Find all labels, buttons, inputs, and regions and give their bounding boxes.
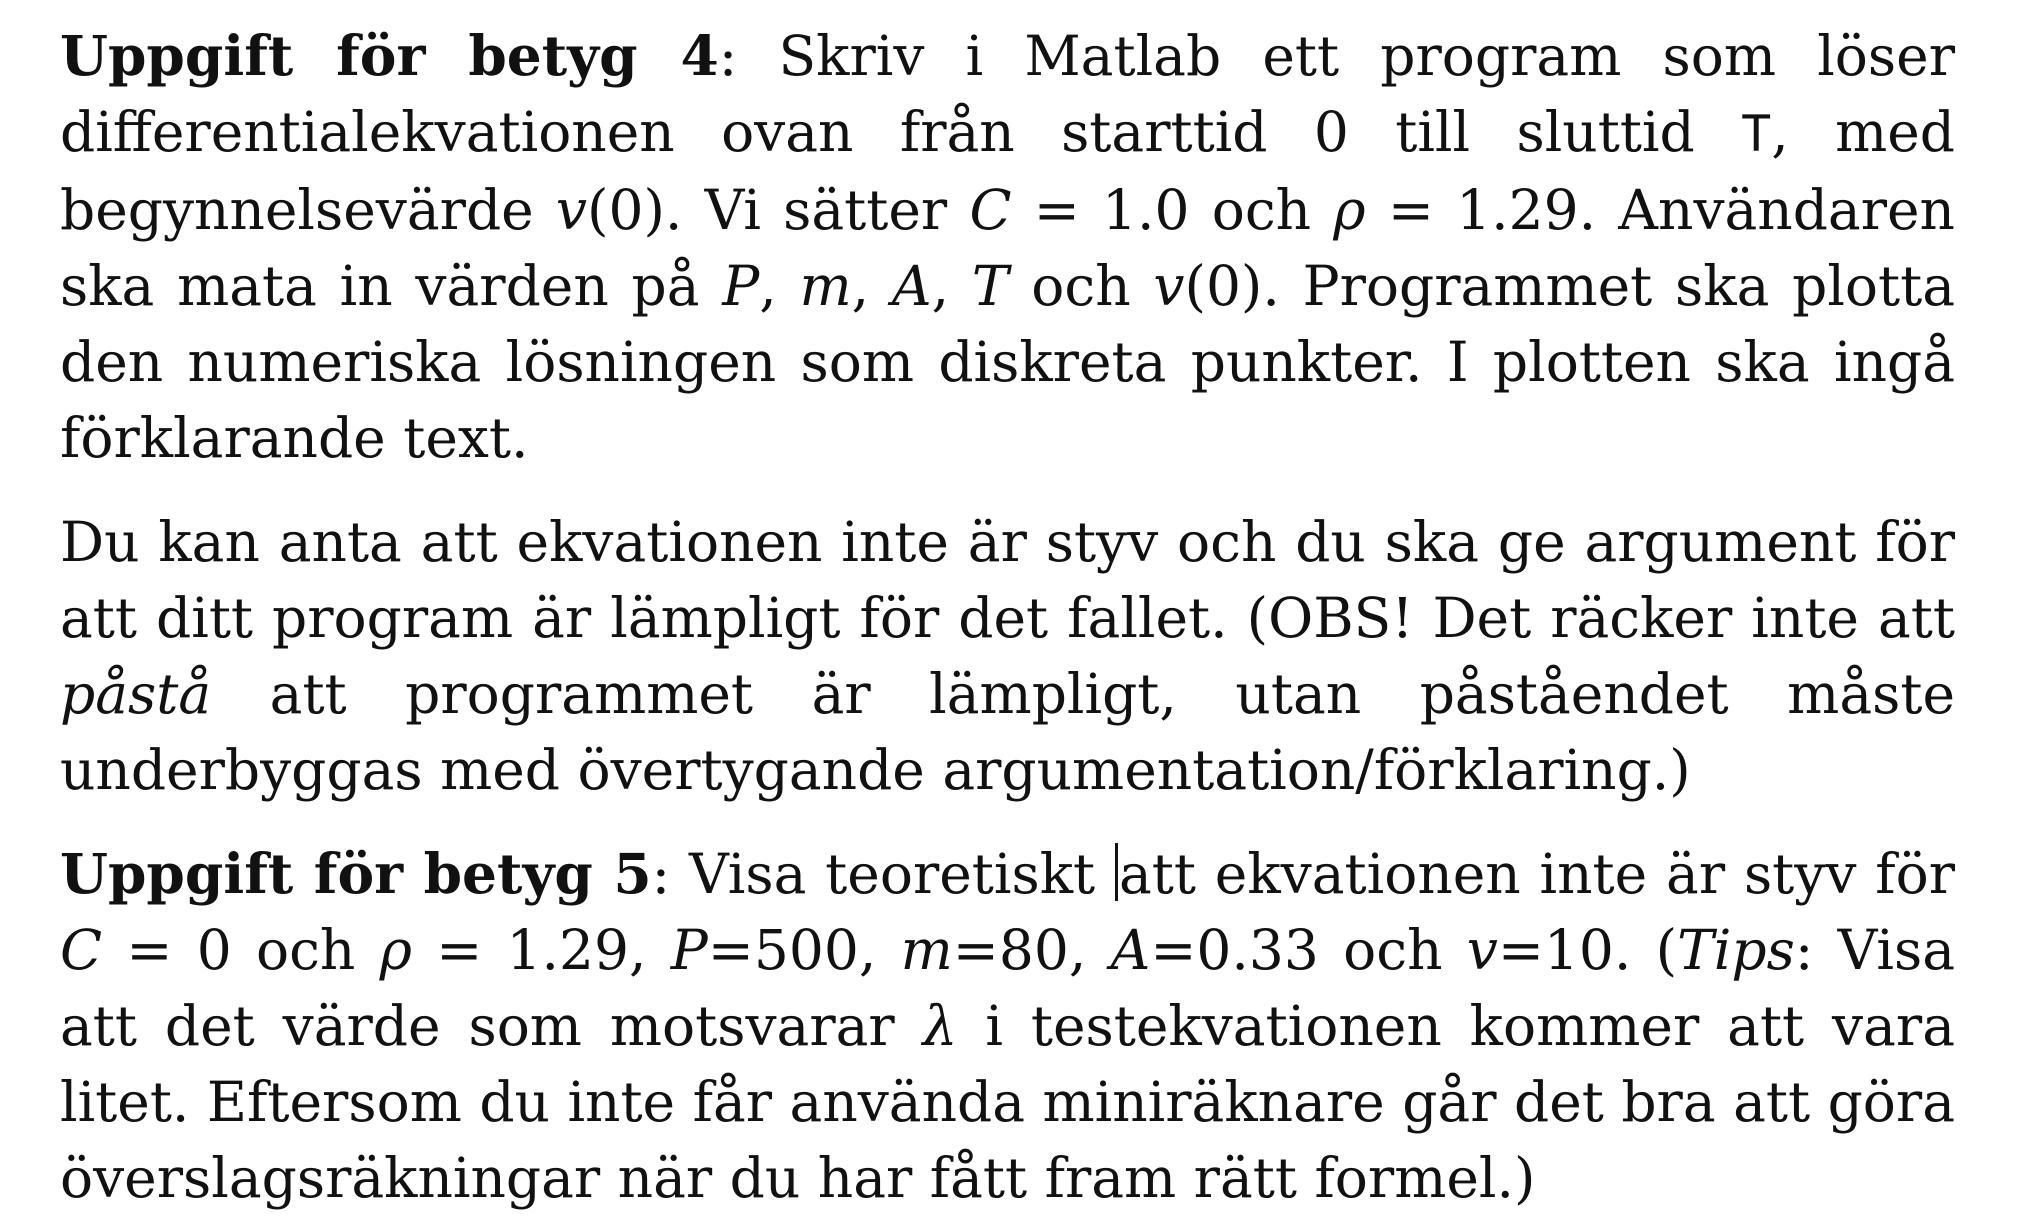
task-4-text: = 1.0 och bbox=[1011, 178, 1334, 242]
task-5-text: isa teoretiskt bbox=[727, 842, 1114, 906]
math-A: A bbox=[1110, 918, 1151, 982]
math-A: A bbox=[891, 254, 932, 318]
task-5-text: = 1.29, bbox=[411, 918, 671, 982]
task-5-text: =500, bbox=[707, 918, 901, 982]
task-5-text: : bbox=[651, 842, 689, 906]
task-5-text: att ekvationen inte är styv för bbox=[1118, 842, 1955, 906]
math-C: C bbox=[60, 918, 103, 982]
task-5-heading: Uppgift för betyg 5 bbox=[60, 841, 652, 906]
task-4-heading: Uppgift för betyg 4 bbox=[60, 23, 719, 88]
task-5-paragraph bbox=[60, 836, 1955, 1216]
task-4-text: , bbox=[759, 254, 800, 318]
task-5-text: : Visa att det värde som motsvarar bbox=[60, 918, 1956, 1058]
math-m: m bbox=[900, 918, 953, 982]
document-page bbox=[60, 18, 1955, 1216]
task-4-text: och bbox=[1008, 254, 1154, 318]
task-5-text: =10. ( bbox=[1497, 918, 1678, 982]
task-4-text: , bbox=[851, 254, 892, 318]
math-m: m bbox=[799, 254, 852, 318]
task-4-text: (0). Programmet ska plotta den numeriska lösningen som diskreta punkter. I plotten ska ingå förklarande text. bbox=[60, 254, 1956, 470]
math-T: T bbox=[971, 254, 1009, 318]
task-4-note-paragraph bbox=[60, 504, 1955, 808]
math-P: P bbox=[722, 254, 760, 318]
code-variable-T: T bbox=[1741, 105, 1772, 163]
task-5-text: V bbox=[688, 842, 728, 906]
math-lambda: λ bbox=[922, 994, 958, 1058]
math-v: v bbox=[1466, 918, 1498, 982]
math-rho: ρ bbox=[379, 918, 412, 982]
task-4-text: = 1.29. Användaren ska mata in värden på bbox=[60, 178, 1955, 318]
task-4-text: (0). Vi sätter bbox=[587, 178, 970, 242]
tips-label: Tips bbox=[1677, 918, 1795, 982]
task-5-text: =80, bbox=[952, 918, 1111, 982]
task-4-note-text: att programmet är lämpligt, utan påståendet måste underbyggas med övertygande argumentation/förklaring.) bbox=[60, 662, 1955, 802]
text-cursor bbox=[1115, 843, 1118, 901]
task-4-text: , bbox=[931, 254, 972, 318]
math-C: C bbox=[969, 178, 1012, 242]
task-5-text: = 0 och bbox=[102, 918, 380, 982]
task-4-text: : Skriv i Matlab ett program som löser differentialekvationen ovan från starttid 0 till sluttid bbox=[60, 24, 1955, 164]
emphasis-text: påstå bbox=[60, 662, 212, 726]
math-rho: ρ bbox=[1333, 178, 1366, 242]
math-P: P bbox=[670, 918, 708, 982]
task-5-text: =0.33 och bbox=[1150, 918, 1467, 982]
task-4-paragraph bbox=[60, 18, 1955, 476]
math-v: v bbox=[555, 178, 587, 242]
task-4-note-text: Du kan anta att ekvationen inte är styv och du ska ge argument för att ditt program är lämpligt för det fallet. (OBS! Det räcker inte att bbox=[60, 510, 1955, 650]
task-4-text: , med begynnelsevärde bbox=[60, 100, 1955, 242]
math-v: v bbox=[1153, 254, 1185, 318]
task-5-text: i testekvationen kommer att vara litet. Eftersom du inte får använda miniräknare går det bra att göra överslagsräkningar när du har fått fram rätt formel.) bbox=[60, 994, 1955, 1210]
